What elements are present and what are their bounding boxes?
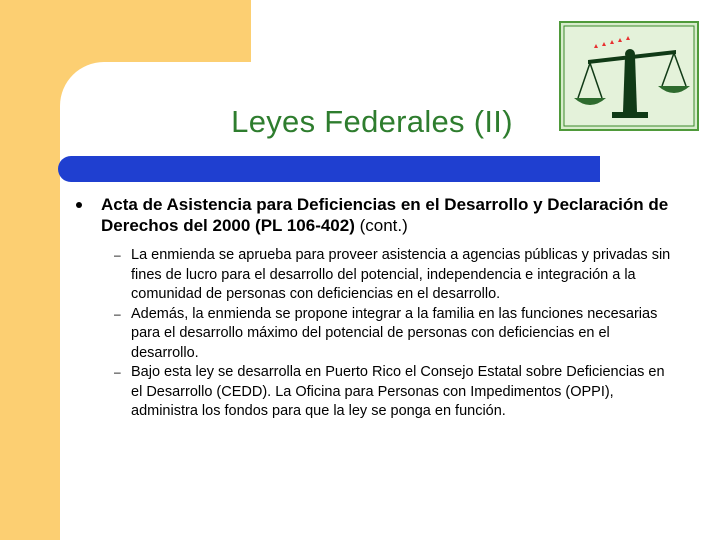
slide-body [76,194,686,422]
title-underline-bar [58,156,600,182]
list-item [114,305,686,364]
decor-yellow-left [0,0,60,540]
sub-bullet-text: Además, la enmienda se propone integrar a la familia en las funciones necesarias para el desarrollo máximo del potencial de personas con deficiencias en el desarrollo. [131,305,658,361]
dash-marker: – [114,306,121,321]
sub-bullet-list [114,246,686,422]
main-bullet-bold: Acta de Asistencia para Deficiencias en el Desarrollo y Declaración de Derechos del 2000 (PL 106-402) [101,195,669,235]
main-bullet-text [101,194,686,236]
main-bullet [76,194,686,236]
main-bullet-suffix: (cont.) [354,216,408,235]
bullet-dot [76,202,82,208]
dash-marker: – [114,365,121,379]
sub-bullet-text: Bajo esta ley se desarrolla en Puerto Rico el Consejo Estatal sobre Deficiencias en el Desarrollo (CEDD). La Oficina para Personas con Impedimentos (OPPI), administra los fondos para que la ley se ponga en función. [131,364,665,419]
sub-bullet-text: La enmienda se aprueba para proveer asistencia a agencias públicas y privadas sin fines de lucro para el desarrollo del potencial, independencia e integración a la comunidad de personas con deficiencias en el desarrollo. [131,247,671,302]
dash-marker: – [114,248,121,262]
list-item [114,246,686,305]
list-item [114,363,686,422]
slide-title: Leyes Federales (II) [231,104,513,139]
